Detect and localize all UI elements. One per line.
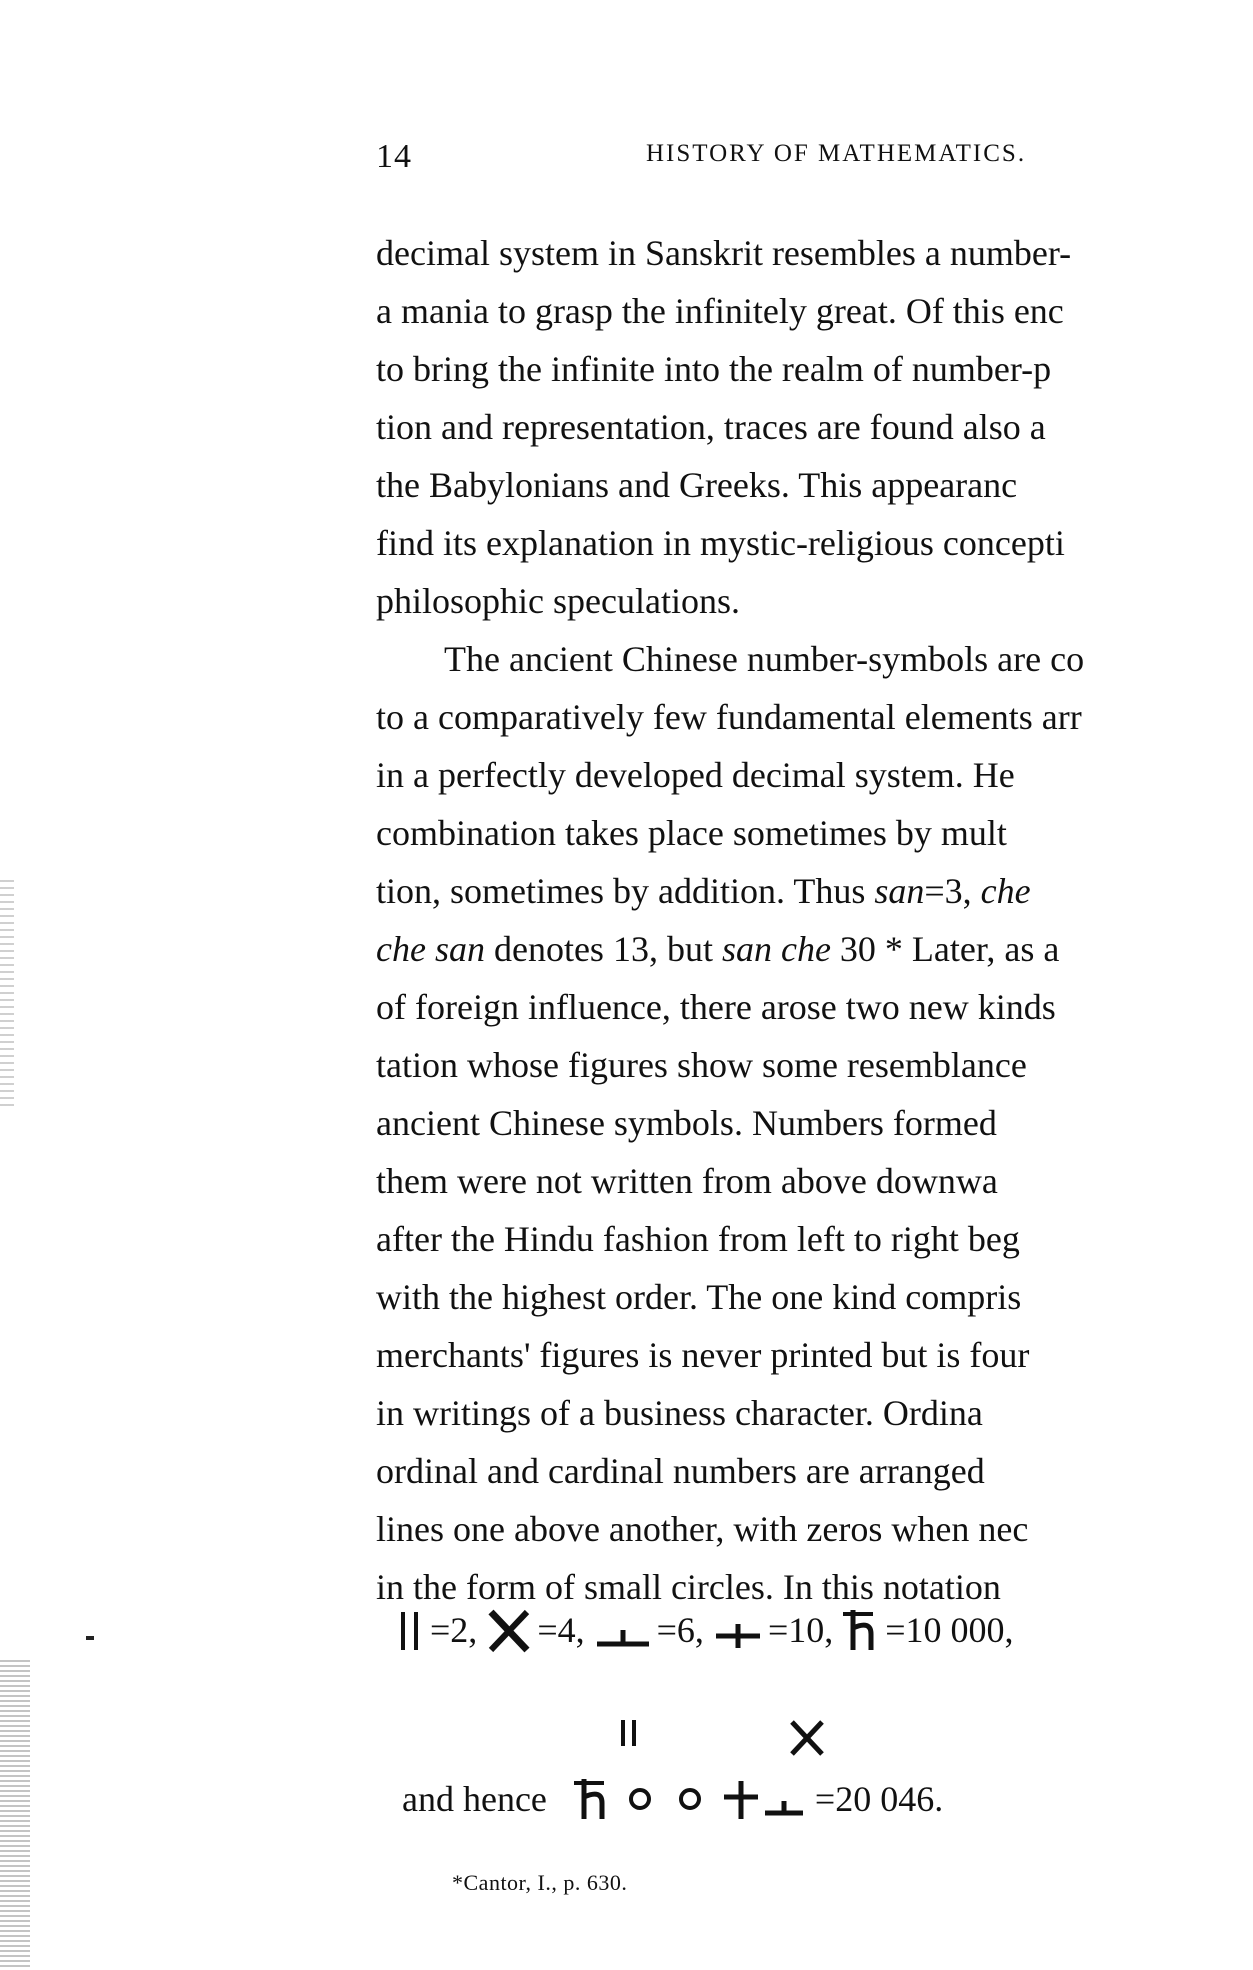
notation-value: =10 000, [885,1610,1014,1650]
text-line: after the Hindu fashion from left to right beg [376,1219,1020,1259]
example-line [402,1775,943,1823]
zero-circle-icon [623,1775,657,1823]
text-line: decimal system in Sanskrit resembles a number- [376,233,1072,273]
text-line: combination takes place sometimes by mult [376,813,1007,853]
text-line: of foreign influence, there arose two new kinds [376,987,1056,1027]
italic-term: san che [721,929,831,969]
text-line: philosophic speculations. [376,581,740,621]
text-line: the Babylonians and Greeks. This appearanc [376,465,1018,505]
text-line: in writings of a business character. Ordina [376,1393,983,1433]
h-hook-symbol-icon [839,1606,883,1654]
paragraph-start: The ancient Chinese number-symbols are co [444,639,1085,679]
text-line: with the highest order. The one kind compris [376,1277,1022,1317]
plus-symbol-icon [710,1606,766,1654]
text-line [376,928,1059,970]
italic-term: che [980,871,1031,911]
text-line: a mania to grasp the infinitely great. Of this enc [376,291,1064,331]
scan-edge-artifact [0,880,14,1110]
scan-edge-artifact-lower [0,1660,30,1970]
text-line [376,870,1031,912]
cross-x-symbol-icon [483,1606,535,1654]
text-line: merchants' figures is never printed but is four [376,1335,1030,1375]
inverted-t-symbol-icon [761,1775,807,1823]
h-hook-symbol-icon [569,1775,615,1823]
zero-circle-icon [673,1775,707,1823]
italic-term: che san [376,929,485,969]
text-line: find its explanation in mystic-religious concepti [376,523,1065,563]
cross-x-small-icon [786,1712,830,1762]
two-strokes-symbol-icon [394,1606,428,1654]
text-line: in the form of small circles. In this notation [376,1567,1001,1607]
notation-value: =4, [537,1610,585,1650]
scan-dot [86,1636,94,1640]
text-line: ordinal and cardinal numbers are arranged [376,1451,985,1491]
example-result: =20 046. [814,1779,944,1819]
text-segment: denotes 13, but [484,929,722,969]
footnote: *Cantor, I., p. 630. [452,1870,628,1895]
text-segment: =3, [924,871,981,911]
plus-symbol-icon [721,1775,761,1823]
notation-line [394,1606,1020,1654]
text-line: them were not written from above downwa [376,1161,998,1201]
text-segment: tion, sometimes by addition. Thus [376,871,875,911]
running-title: HISTORY OF MATHEMATICS. [646,140,1027,167]
text-line: tation whose figures show some resemblance [376,1045,1027,1085]
notation-value: =10, [767,1610,834,1650]
notation-value: =2, [430,1610,478,1650]
text-line: tion and representation, traces are found also a [376,407,1046,447]
two-strokes-small-icon [614,1712,644,1762]
text-line: to bring the infinite into the realm of number-p [376,349,1052,389]
text-segment: 30 * Later, as a [830,929,1060,969]
notation-value: =6, [656,1610,704,1650]
italic-term: san [874,871,925,911]
inverted-t-symbol-icon [591,1606,655,1654]
text-line: in a perfectly developed decimal system. He [376,755,1015,795]
example-prefix: and hence [402,1779,547,1819]
page-number: 14 [376,138,412,175]
text-line: to a comparatively few fundamental elements arr [376,697,1082,737]
text-line: lines one above another, with zeros when nec [376,1509,1029,1549]
text-line: ancient Chinese symbols. Numbers formed [376,1103,997,1143]
